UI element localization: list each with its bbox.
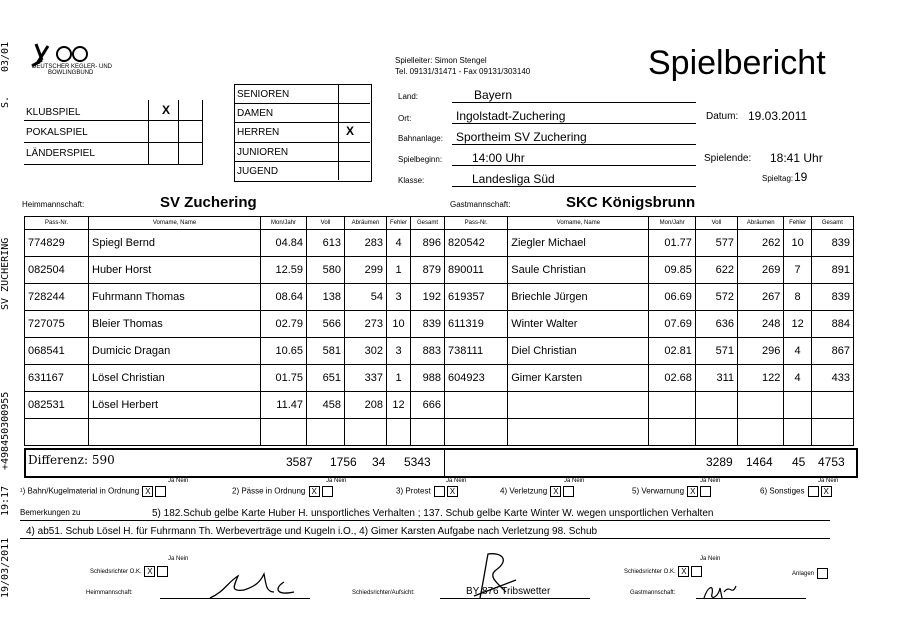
home-cell-pass: 082504 [25, 257, 89, 284]
guest-cell-abr [738, 392, 784, 419]
datum-value: 19.03.2011 [748, 109, 808, 123]
home-total-fehler: 34 [372, 455, 386, 469]
home-sign-label: Heimmannschaft: [86, 590, 133, 596]
guest-table [444, 216, 854, 446]
guest-total-abr: 1464 [746, 455, 773, 469]
check-verletzung-ja[interactable]: X [550, 486, 561, 497]
organizer-name: Simon Stengel [434, 56, 487, 65]
guest-cell-voll: 577 [695, 230, 737, 257]
home-cell-mon: 01.75 [261, 365, 307, 392]
home-cell-mon: 11.47 [261, 392, 307, 419]
guest-cell-abr [738, 419, 784, 446]
guest-cell-voll [695, 419, 737, 446]
guest-cell-fehler: 12 [784, 311, 811, 338]
home-cell-name: Bleier Thomas [89, 311, 261, 338]
guest-cell-mon [649, 392, 695, 419]
home-cell-abr: 208 [345, 392, 387, 419]
home-cell-name: Dumicic Dragan [89, 338, 261, 365]
janein-label: Ja Nein [168, 478, 189, 484]
home-player-row [25, 257, 445, 284]
beginn-value: 14:00 Uhr [472, 151, 525, 165]
home-col-mon: Mon/Jahr [261, 217, 307, 230]
guest-cell-abr: 269 [738, 257, 784, 284]
guest-cell-mon: 02.81 [649, 338, 695, 365]
home-cell-abr: 273 [345, 311, 387, 338]
check-sonstiges: 6) Sonstiges X [760, 486, 833, 497]
bahn-label: Bahnanlage: [398, 134, 443, 143]
home-cell-name: Huber Horst [89, 257, 261, 284]
home-cell-fehler: 4 [387, 230, 411, 257]
home-table [24, 216, 445, 446]
guest-col-fehler: Fehler [784, 217, 811, 230]
guest-col-name: Vorname, Name [508, 217, 649, 230]
guest-cell-name: Diel Christian [508, 338, 649, 365]
guest-cell-abr: 267 [738, 284, 784, 311]
land-value: Bayern [474, 88, 513, 102]
home-player-row [25, 338, 445, 365]
guest-header-row [445, 217, 854, 230]
guest-cell-pass: 604923 [445, 365, 508, 392]
home-header-row [25, 217, 445, 230]
ref-ok-check-nein[interactable] [157, 566, 168, 577]
match-type-klubspiel-mark: X [162, 103, 171, 117]
home-cell-gesamt: 879 [411, 257, 445, 284]
check-sonstiges-nein[interactable]: X [821, 486, 832, 497]
janein-label: Ja Nein [326, 478, 347, 484]
guest-cell-name [508, 419, 649, 446]
janein-label: Ja Nein [446, 478, 467, 484]
guest-cell-pass: 611319 [445, 311, 508, 338]
guest-col-mon: Mon/Jahr [649, 217, 695, 230]
home-cell-abr: 299 [345, 257, 387, 284]
fax-number: +498450300955 [0, 391, 11, 470]
home-cell-pass: 728244 [25, 284, 89, 311]
guest-total-fehler: 45 [792, 455, 806, 469]
guest-player-row [445, 419, 854, 446]
home-cell-mon: 02.79 [261, 311, 307, 338]
home-cell-voll: 138 [307, 284, 345, 311]
guest-cell-mon [649, 419, 695, 446]
check-sonstiges-ja[interactable] [808, 486, 819, 497]
guest-col-voll: Voll [695, 217, 737, 230]
guest-total-voll: 3289 [706, 455, 733, 469]
organizer-label: Spielleiter: [395, 56, 433, 65]
guest-cell-name: Ziegler Michael [508, 230, 649, 257]
home-cell-mon: 12.59 [261, 257, 307, 284]
home-cell-gesamt: 883 [411, 338, 445, 365]
ref-ok2-check-nein[interactable] [691, 566, 702, 577]
home-cell-abr: 283 [345, 230, 387, 257]
guest-cell-pass: 738111 [445, 338, 508, 365]
janein-label: Ja Nein [700, 556, 721, 562]
home-cell-name: Lösel Herbert [89, 392, 261, 419]
home-player-row [25, 284, 445, 311]
home-cell-pass: 068541 [25, 338, 89, 365]
home-cell-pass: 631167 [25, 365, 89, 392]
page-title: Spielbericht [648, 44, 826, 82]
guest-cell-name: Briechle Jürgen [508, 284, 649, 311]
guest-cell-pass [445, 392, 508, 419]
check-verwarnung: 5) Verwarnung X [632, 486, 712, 497]
home-total-abr: 1756 [330, 455, 357, 469]
guest-cell-gesamt: 839 [811, 230, 853, 257]
home-cell-gesamt: 192 [411, 284, 445, 311]
home-player-row [25, 419, 445, 446]
home-cell-pass: 082531 [25, 392, 89, 419]
anlagen-check[interactable] [817, 568, 828, 579]
check-paesse: 2) Pässe in Ordnung X [232, 486, 334, 497]
guest-label: Gastmannschaft: [450, 200, 511, 209]
home-cell-mon: 10.65 [261, 338, 307, 365]
guest-col-gesamt: Gesamt [811, 217, 853, 230]
check-material: ¹) Bahn/Kugelmaterial in Ordnung X [20, 486, 167, 497]
guest-col-abr: Abräumen [738, 217, 784, 230]
guest-cell-name [508, 392, 649, 419]
guest-cell-voll: 571 [695, 338, 737, 365]
check-material-nein[interactable] [155, 486, 166, 497]
home-cell-pass: 727075 [25, 311, 89, 338]
home-cell-fehler: 10 [387, 311, 411, 338]
home-cell-gesamt: 988 [411, 365, 445, 392]
ref-ok-label: Schiedsrichter O.K. X [90, 566, 169, 577]
ref-ok-check[interactable]: X [144, 566, 155, 577]
home-total-voll: 3587 [286, 455, 313, 469]
remarks-line-2: 4) ab51. Schub Lösel H. für Fuhrmann Th. Werbeverträge und Kugeln i.O., 4) Gimer Karsten Aufgabe nach Verletzung 98. Schub [26, 526, 598, 537]
ort-value: Ingolstadt-Zuchering [456, 109, 566, 123]
organizer-phone: Tel. 09131/31471 - Fax 09131/303140 [395, 67, 531, 76]
guest-cell-fehler: 7 [784, 257, 811, 284]
check-paesse-nein[interactable] [322, 486, 333, 497]
guest-cell-abr: 262 [738, 230, 784, 257]
home-cell-pass [25, 419, 89, 446]
home-cell-gesamt: 839 [411, 311, 445, 338]
guest-player-row [445, 284, 854, 311]
guest-cell-voll: 572 [695, 284, 737, 311]
guest-cell-voll [695, 392, 737, 419]
guest-cell-pass: 890011 [445, 257, 508, 284]
guest-cell-mon: 09.85 [649, 257, 695, 284]
guest-cell-name: Winter Walter [508, 311, 649, 338]
guest-cell-voll: 311 [695, 365, 737, 392]
ende-label: Spielende: [704, 153, 752, 164]
home-cell-name: Lösel Christian [89, 365, 261, 392]
difference-label: Differenz: [28, 453, 89, 467]
guest-cell-fehler [784, 392, 811, 419]
guest-cell-gesamt: 867 [811, 338, 853, 365]
difference [28, 453, 115, 467]
guest-cell-pass: 619357 [445, 284, 508, 311]
guest-cell-voll: 622 [695, 257, 737, 284]
guest-cell-fehler: 4 [784, 338, 811, 365]
home-player-row [25, 230, 445, 257]
home-cell-gesamt: 666 [411, 392, 445, 419]
home-col-gesamt: Gesamt [411, 217, 445, 230]
home-player-row [25, 311, 445, 338]
guest-signature [700, 578, 740, 602]
home-cell-abr: 337 [345, 365, 387, 392]
check-protest: 3) Protest X [396, 486, 459, 497]
home-cell-name [89, 419, 261, 446]
guest-cell-name: Gimer Karsten [508, 365, 649, 392]
home-name: SV Zuchering [160, 194, 257, 211]
home-cell-voll: 613 [307, 230, 345, 257]
ende-value: 18:41 Uhr [770, 151, 823, 165]
match-type-pokalspiel: POKALSPIEL [26, 127, 88, 138]
janein-label: Ja Nein [700, 478, 721, 484]
land-label: Land: [398, 92, 419, 101]
home-cell-fehler: 3 [387, 338, 411, 365]
ref-ok2-label: Schiedsrichter O.K. X [624, 566, 703, 577]
check-protest-nein[interactable]: X [447, 486, 458, 497]
guest-cell-mon: 07.69 [649, 311, 695, 338]
guest-col-pass: Pass-Nr. [445, 217, 508, 230]
home-cell-gesamt: 896 [411, 230, 445, 257]
check-paesse-ja[interactable]: X [309, 486, 320, 497]
remarks-label: Bemerkungen zu [20, 508, 81, 517]
home-cell-fehler: 1 [387, 257, 411, 284]
janein-label: Ja Nein [818, 478, 839, 484]
guest-cell-fehler: 8 [784, 284, 811, 311]
guest-player-row [445, 338, 854, 365]
ref-name: BY 876 Tribswetter [466, 586, 551, 597]
organizer-line [395, 56, 487, 65]
category-damen: DAMEN [237, 108, 274, 119]
fax-page-number: 03/01 [0, 41, 11, 72]
logo-subtitle: DEUTSCHER KEGLER- UND [32, 64, 113, 70]
guest-cell-gesamt [811, 392, 853, 419]
guest-cell-voll: 636 [695, 311, 737, 338]
guest-cell-gesamt [811, 419, 853, 446]
guest-cell-fehler: 4 [784, 365, 811, 392]
guest-cell-pass [445, 419, 508, 446]
bahn-value: Sportheim SV Zuchering [456, 130, 587, 144]
category-herren-mark: X [346, 124, 355, 138]
check-verwarnung-nein[interactable] [700, 486, 711, 497]
home-cell-name: Spiegl Bernd [89, 230, 261, 257]
fax-page-label: S. [0, 95, 11, 108]
home-cell-abr [345, 419, 387, 446]
datum-label: Datum: [706, 111, 739, 122]
klasse-label: Klasse: [398, 176, 425, 185]
check-material-ja[interactable]: X [142, 486, 153, 497]
difference-value: 590 [91, 453, 115, 467]
home-cell-pass: 774829 [25, 230, 89, 257]
janein-label: Ja Nein [564, 478, 585, 484]
home-cell-fehler: 12 [387, 392, 411, 419]
guest-cell-fehler: 10 [784, 230, 811, 257]
home-col-abr: Abräumen [345, 217, 387, 230]
guest-cell-name: Saule Christian [508, 257, 649, 284]
home-cell-fehler [387, 419, 411, 446]
guest-cell-abr: 122 [738, 365, 784, 392]
guest-cell-fehler [784, 419, 811, 446]
guest-cell-gesamt: 884 [811, 311, 853, 338]
home-cell-fehler: 1 [387, 365, 411, 392]
guest-player-row [445, 365, 854, 392]
remarks-line-1: 5) 182.Schub gelbe Karte Huber H. unsportliches Verhalten ; 137. Schub gelbe Karte Winter W. wegen unsportlichen Verhalten [152, 508, 714, 519]
guest-cell-mon: 02.68 [649, 365, 695, 392]
home-cell-mon: 04.84 [261, 230, 307, 257]
home-cell-voll: 651 [307, 365, 345, 392]
guest-cell-gesamt: 839 [811, 284, 853, 311]
home-col-name: Vorname, Name [89, 217, 261, 230]
match-type-laenderspiel: LÄNDERSPIEL [26, 148, 95, 159]
guest-cell-pass: 820542 [445, 230, 508, 257]
beginn-label: Spielbeginn: [398, 155, 443, 164]
home-cell-name: Fuhrmann Thomas [89, 284, 261, 311]
guest-total-gesamt: 4753 [818, 455, 845, 469]
guest-player-row [445, 230, 854, 257]
home-col-voll: Voll [307, 217, 345, 230]
guest-cell-gesamt: 433 [811, 365, 853, 392]
home-label: Heimmannschaft: [22, 200, 85, 209]
guest-cell-mon: 01.77 [649, 230, 695, 257]
home-cell-fehler: 3 [387, 284, 411, 311]
guest-cell-mon: 06.69 [649, 284, 695, 311]
janein-label: Ja Nein [168, 556, 189, 562]
home-cell-mon: 08.64 [261, 284, 307, 311]
logo-subtitle-2: BOWLINGBUND [48, 70, 94, 76]
home-player-row [25, 392, 445, 419]
home-cell-voll [307, 419, 345, 446]
ref-sign-label: Schiedsrichter/Aufsicht: [352, 590, 415, 596]
home-cell-abr: 302 [345, 338, 387, 365]
home-cell-abr: 54 [345, 284, 387, 311]
check-verwarnung-ja[interactable]: X [687, 486, 698, 497]
category-senioren: SENIOREN [237, 89, 290, 100]
category-herren: HERREN [237, 127, 280, 138]
home-col-pass: Pass-Nr. [25, 217, 89, 230]
spieltag-value: 19 [794, 170, 808, 184]
guest-cell-gesamt: 891 [811, 257, 853, 284]
home-player-row [25, 365, 445, 392]
home-cell-voll: 566 [307, 311, 345, 338]
guest-cell-abr: 248 [738, 311, 784, 338]
home-cell-gesamt [411, 419, 445, 446]
home-signature [204, 562, 314, 604]
category-junioren: JUNIOREN [237, 147, 289, 158]
home-cell-voll: 581 [307, 338, 345, 365]
check-protest-ja[interactable] [434, 486, 445, 497]
spieltag-label: Spieltag: [762, 174, 794, 183]
home-cell-mon [261, 419, 307, 446]
home-cell-voll: 580 [307, 257, 345, 284]
fax-sender: SV ZUCHERING [0, 237, 11, 310]
home-cell-voll: 458 [307, 392, 345, 419]
category-jugend: JUGEND [237, 166, 279, 177]
match-type-klubspiel: KLUBSPIEL [26, 107, 81, 118]
guest-player-row [445, 392, 854, 419]
anlagen-label: Anlagen [792, 568, 829, 579]
guest-cell-abr: 296 [738, 338, 784, 365]
home-total-gesamt: 5343 [404, 455, 431, 469]
guest-sign-label: Gastmannschaft: [630, 590, 676, 596]
guest-player-row [445, 311, 854, 338]
guest-name: SKC Königsbrunn [566, 194, 696, 211]
guest-player-row [445, 257, 854, 284]
fax-date: 19/03/2011 [0, 537, 11, 598]
ort-label: Ort: [398, 114, 412, 123]
ref-signature [466, 548, 526, 600]
dkbc-logo [28, 40, 113, 76]
check-verletzung-nein[interactable] [563, 486, 574, 497]
ref-ok2-check[interactable]: X [678, 566, 689, 577]
check-verletzung: 4) Verletzung X [500, 486, 575, 497]
home-col-fehler: Fehler [387, 217, 411, 230]
fax-time: 19:17 [0, 485, 11, 516]
klasse-value: Landesliga Süd [472, 172, 555, 186]
